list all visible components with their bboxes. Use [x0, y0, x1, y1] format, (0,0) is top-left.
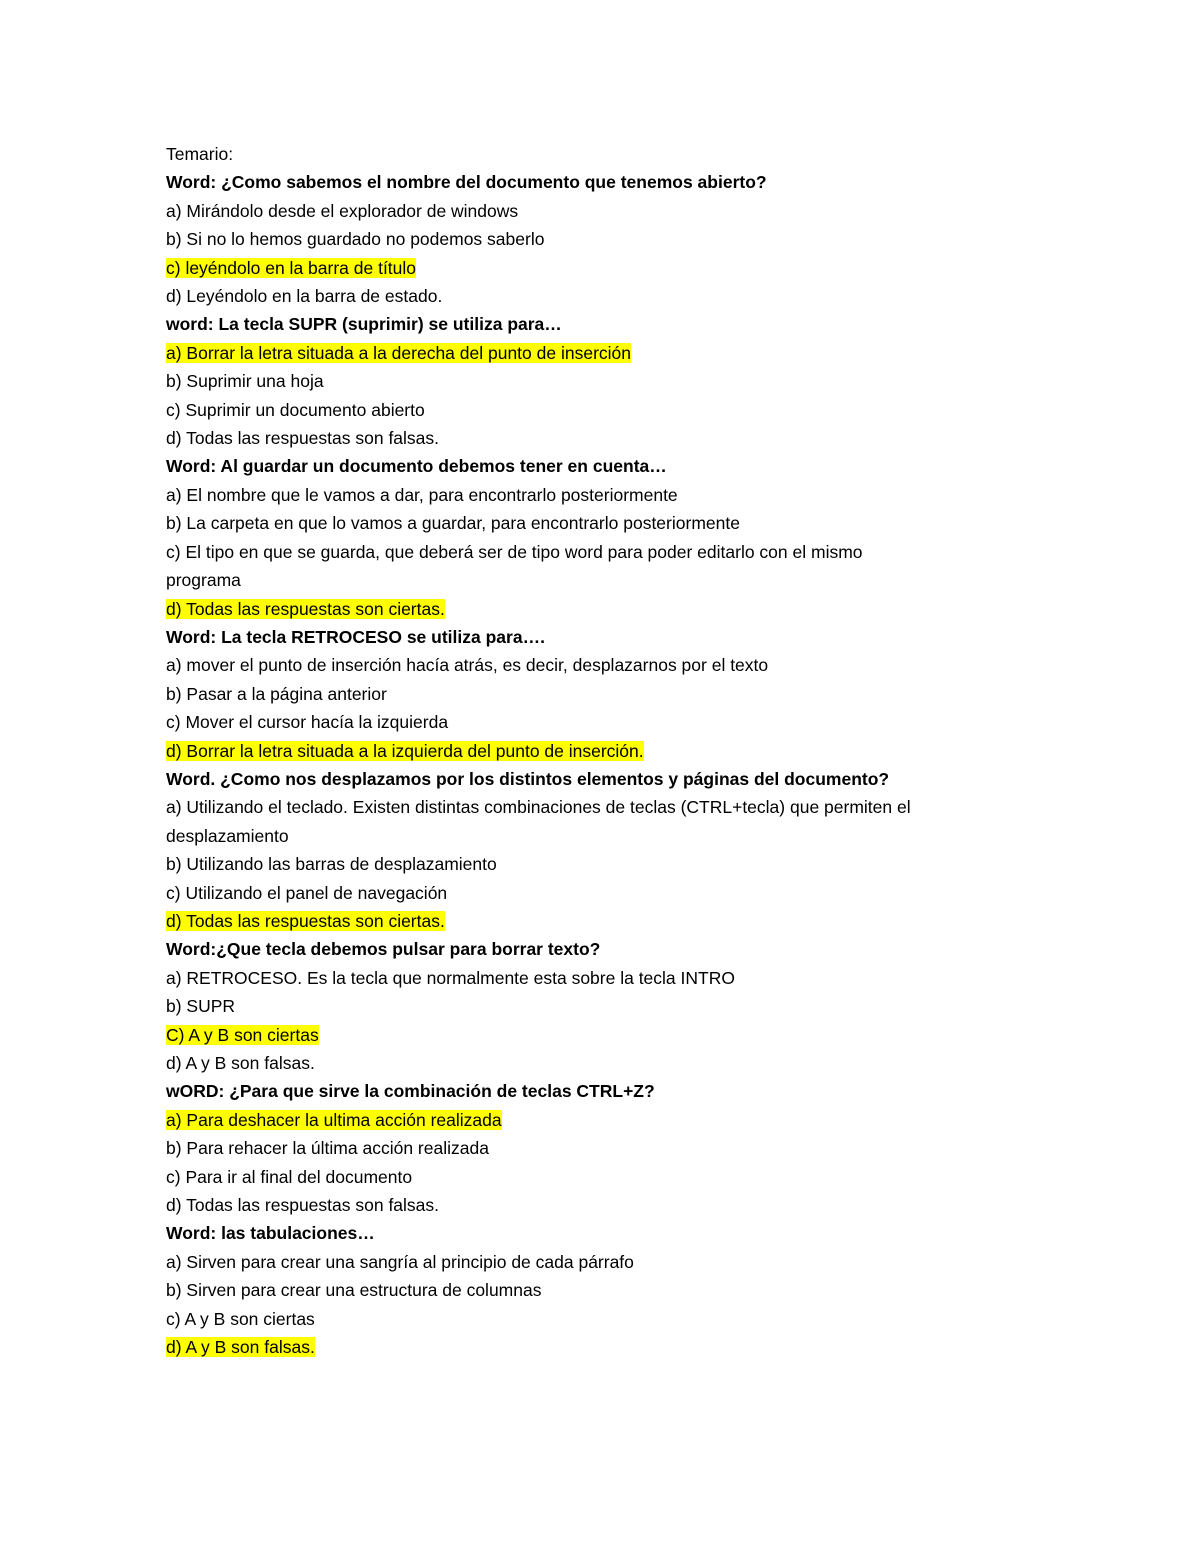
answer-option-text: d) Todas las respuestas son falsas.	[166, 1195, 440, 1216]
answer-option-text: a) Utilizando el teclado. Existen distintas combinaciones de teclas (CTRL+tecla) que permiten el	[166, 797, 911, 818]
answer-option-text: b) Si no lo hemos guardado no podemos saberlo	[166, 229, 545, 250]
answer-option-text: a) RETROCESO. Es la tecla que normalmente esta sobre la tecla INTRO	[166, 967, 735, 988]
answer-option-text: c) Suprimir un documento abierto	[166, 399, 425, 420]
question-block	[166, 935, 1046, 1077]
answer-option	[166, 481, 1046, 509]
answer-option	[166, 1134, 1046, 1162]
answer-option	[166, 708, 1046, 736]
answer-option	[166, 992, 1046, 1020]
answer-option	[166, 509, 1046, 537]
correct-answer-option	[166, 737, 1046, 765]
answer-option-text: b) Pasar a la página anterior	[166, 683, 387, 704]
answer-option-text: a) Borrar la letra situada a la derecha del punto de inserción	[166, 342, 631, 363]
answer-option-text: d) A y B son falsas.	[166, 1053, 315, 1073]
correct-answer-option	[166, 1333, 1046, 1361]
answer-option-text: b) Utilizando las barras de desplazamiento	[166, 854, 497, 875]
question-block	[166, 452, 1046, 622]
answer-option	[166, 566, 1046, 594]
question-title: wORD: ¿Para que sirve la combinación de teclas CTRL+Z?	[166, 1081, 655, 1102]
answer-option-text: programa	[166, 570, 241, 591]
answer-option-text: a) mover el punto de inserción hacía atrás, es decir, desplazarnos por el texto	[166, 655, 769, 676]
question-title: word: La tecla SUPR (suprimir) se utiliza para…	[166, 314, 562, 335]
answer-option	[166, 680, 1046, 708]
answer-option-text: b) SUPR	[166, 996, 236, 1017]
answer-option-text: b) La carpeta en que lo vamos a guardar, para encontrarlo posteriormente	[166, 513, 740, 534]
answer-option	[166, 1191, 1046, 1219]
answer-option	[166, 1276, 1046, 1304]
correct-answer-option	[166, 254, 1046, 282]
answer-option-text: a) Sirven para crear una sangría al principio de cada párrafo	[166, 1251, 634, 1272]
answer-option-text: c) A y B son ciertas	[166, 1308, 315, 1329]
answer-option	[166, 964, 1046, 992]
answer-option-text: d) Todas las respuestas son ciertas.	[166, 598, 445, 619]
answer-option-text: c) Utilizando el panel de navegación	[166, 882, 448, 903]
answer-option-text: c) Para ir al final del documento	[166, 1166, 413, 1187]
document-intro: Temario:	[166, 144, 234, 164]
answer-option-text: d) Todas las respuestas son ciertas.	[166, 910, 445, 931]
answer-option-text: a) El nombre que le vamos a dar, para encontrarlo posteriormente	[166, 484, 678, 505]
question-block	[166, 1219, 1046, 1361]
correct-answer-option	[166, 595, 1046, 623]
question-title: Word: las tabulaciones…	[166, 1223, 375, 1244]
answer-option	[166, 879, 1046, 907]
answer-option	[166, 424, 1046, 452]
answer-option	[166, 1248, 1046, 1276]
answer-option	[166, 1305, 1046, 1333]
answer-option	[166, 793, 1046, 821]
answer-option	[166, 1163, 1046, 1191]
answer-option	[166, 282, 1046, 310]
answer-option-text: b) Para rehacer la última acción realizada	[166, 1138, 489, 1159]
correct-answer-option	[166, 907, 1046, 935]
correct-answer-option	[166, 1021, 1046, 1049]
answer-option-text: C) A y B son ciertas	[166, 1024, 319, 1045]
question-title: Word: La tecla RETROCESO se utiliza para….	[166, 626, 545, 647]
answer-option-text: d) Todas las respuestas son falsas.	[166, 428, 440, 449]
question-title: Word: ¿Como sabemos el nombre del documento que tenemos abierto?	[166, 172, 767, 193]
correct-answer-option	[166, 339, 1046, 367]
answer-option-text: b) Sirven para crear una estructura de columnas	[166, 1280, 542, 1301]
answer-option	[166, 850, 1046, 878]
answer-option-text: d) A y B son falsas.	[166, 1337, 315, 1358]
answer-option	[166, 538, 1046, 566]
answer-option-text: a) Para deshacer la ultima acción realizada	[166, 1109, 502, 1130]
question-block	[166, 1077, 1046, 1219]
question-block	[166, 168, 1046, 310]
answer-option-text: b) Suprimir una hoja	[166, 371, 324, 392]
answer-option-text: desplazamiento	[166, 825, 289, 846]
correct-answer-option	[166, 1106, 1046, 1134]
answer-option-text: c) El tipo en que se guarda, que deberá ser de tipo word para poder editarlo con el mismo	[166, 541, 863, 562]
answer-option	[166, 367, 1046, 395]
answer-option-text: c) Mover el cursor hacía la izquierda	[166, 712, 449, 733]
question-title: Word. ¿Como nos desplazamos por los distintos elementos y páginas del documento?	[166, 768, 890, 789]
answer-option	[166, 822, 1046, 850]
answer-option	[166, 651, 1046, 679]
answer-option	[166, 225, 1046, 253]
question-block	[166, 623, 1046, 765]
answer-option-text: d) Borrar la letra situada a la izquierda del punto de inserción.	[166, 740, 644, 761]
document-body	[166, 140, 1046, 1361]
answer-option	[166, 1049, 1046, 1077]
question-title: Word: Al guardar un documento debemos tener en cuenta…	[166, 456, 667, 477]
answer-option-text: a) Mirándolo desde el explorador de windows	[166, 200, 519, 221]
question-block	[166, 310, 1046, 452]
answer-option-text: c) leyéndolo en la barra de título	[166, 257, 417, 278]
answer-option	[166, 396, 1046, 424]
answer-option	[166, 197, 1046, 225]
answer-option-text: d) Leyéndolo en la barra de estado.	[166, 286, 443, 307]
question-list	[166, 168, 1046, 1361]
question-title: Word:¿Que tecla debemos pulsar para borrar texto?	[166, 939, 601, 960]
question-block	[166, 765, 1046, 935]
